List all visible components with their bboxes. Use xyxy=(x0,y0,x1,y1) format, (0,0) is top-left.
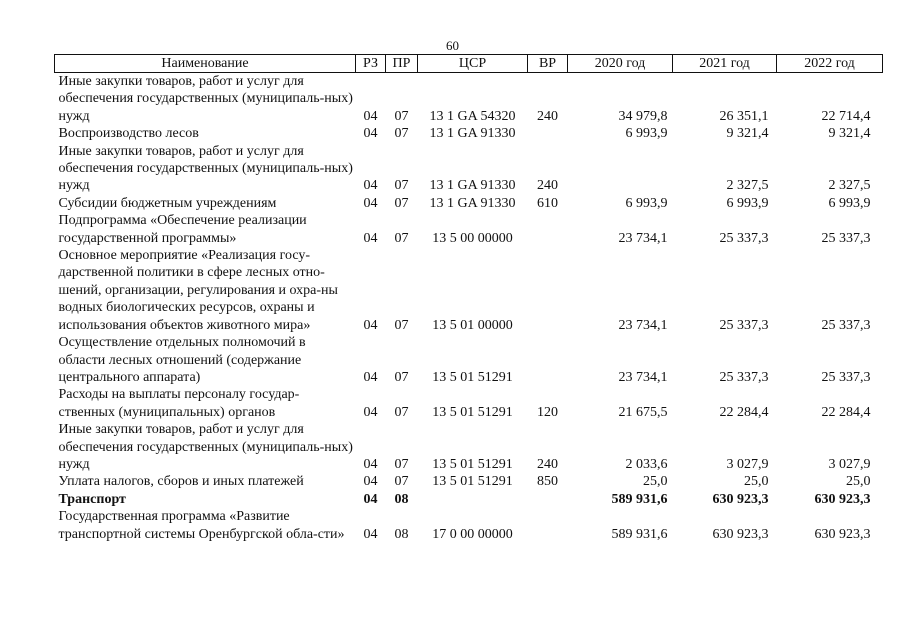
row-2021: 3 027,9 xyxy=(726,456,769,472)
row-name: Подпрограмма «Обеспечение реализации государственной программы» xyxy=(58,213,307,246)
row-name: Воспроизводство лесов xyxy=(58,126,199,142)
row-pr: 07 xyxy=(394,126,409,142)
row-vr xyxy=(528,491,568,508)
row-csr: 13 5 01 51291 xyxy=(432,474,513,490)
row-name: Иные закупки товаров, работ и услуг для обеспечения государственных (муниципаль-ных) нужд xyxy=(58,422,353,472)
row-name: Основное мероприятие «Реализация госу-дарственной политики в сфере лесных отно-шений, организации, регулирования и охра-ны водных биологических ресурсов, охраны и использования объектов животного мира» xyxy=(58,248,338,333)
row-csr: 13 5 01 51291 xyxy=(432,404,513,420)
row-2022: 22 284,4 xyxy=(821,404,871,420)
table-row xyxy=(55,125,883,142)
row-pr: 08 xyxy=(394,491,409,507)
row-2021: 26 351,1 xyxy=(719,108,769,124)
row-vr: 240 xyxy=(537,108,558,124)
row-2022: 6 993,9 xyxy=(828,195,871,211)
header-vr: ВР xyxy=(528,55,568,73)
row-pr: 07 xyxy=(394,369,409,385)
row-rz: 04 xyxy=(363,404,378,420)
row-2022: 2 327,5 xyxy=(828,178,871,194)
row-2020: 25,0 xyxy=(643,474,668,490)
row-csr: 13 5 00 00000 xyxy=(432,230,513,246)
row-2021: 25 337,3 xyxy=(719,230,769,246)
row-csr xyxy=(418,491,528,508)
row-2021: 630 923,3 xyxy=(712,491,769,507)
row-2020: 6 993,9 xyxy=(625,195,668,211)
row-pr: 07 xyxy=(394,108,409,124)
row-2021: 25 337,3 xyxy=(719,369,769,385)
row-rz: 04 xyxy=(363,456,378,472)
page-number: 60 xyxy=(446,38,459,53)
row-csr: 13 1 GA 91330 xyxy=(429,178,516,194)
row-name: Государственная программа «Развитие транспортной системы Оренбургской обла-сти» xyxy=(58,509,345,542)
row-pr: 07 xyxy=(394,317,409,333)
row-2022: 25,0 xyxy=(846,474,871,490)
row-2021: 6 993,9 xyxy=(726,195,769,211)
row-vr xyxy=(528,125,568,142)
row-csr: 13 5 01 51291 xyxy=(432,456,513,472)
row-vr xyxy=(528,247,568,334)
row-csr: 13 1 GA 54320 xyxy=(429,108,516,124)
row-rz: 04 xyxy=(363,317,378,333)
header-2020: 2020 год xyxy=(568,55,673,73)
row-csr: 13 1 GA 91330 xyxy=(429,195,516,211)
row-vr: 610 xyxy=(537,195,558,211)
row-vr xyxy=(528,212,568,247)
row-name: Иные закупки товаров, работ и услуг для обеспечения государственных (муниципаль-ных) нужд xyxy=(58,74,353,124)
row-pr: 08 xyxy=(394,526,409,542)
row-csr: 13 5 01 51291 xyxy=(432,369,513,385)
row-2022: 25 337,3 xyxy=(821,369,871,385)
table-header xyxy=(55,55,883,73)
row-rz: 04 xyxy=(363,491,378,507)
header-2022: 2022 год xyxy=(777,55,883,73)
row-pr: 07 xyxy=(394,178,409,194)
row-name: Уплата налогов, сборов и иных платежей xyxy=(58,474,304,490)
table-row xyxy=(55,212,883,247)
row-name: Расходы на выплаты персоналу государ-ственных (муниципальных) органов xyxy=(58,387,300,420)
row-2022: 630 923,3 xyxy=(814,491,871,507)
header-name: Наименование xyxy=(55,55,356,73)
table-row xyxy=(55,247,883,334)
table-row xyxy=(55,508,883,543)
row-vr: 850 xyxy=(537,474,558,490)
row-vr xyxy=(528,508,568,543)
row-2021: 9 321,4 xyxy=(726,126,769,142)
row-name: Осуществление отдельных полномочий в области лесных отношений (содержание центрального аппарата) xyxy=(58,335,306,385)
row-rz: 04 xyxy=(363,108,378,124)
row-2020: 23 734,1 xyxy=(618,317,668,333)
header-pr: ПР xyxy=(386,55,418,73)
row-rz: 04 xyxy=(363,230,378,246)
row-pr: 07 xyxy=(394,230,409,246)
row-rz: 04 xyxy=(363,474,378,490)
table-row xyxy=(55,195,883,212)
row-csr: 13 1 GA 91330 xyxy=(429,126,516,142)
row-2020: 21 675,5 xyxy=(618,404,668,420)
row-2020: 34 979,8 xyxy=(618,108,668,124)
row-2020 xyxy=(568,143,673,195)
row-vr xyxy=(528,334,568,386)
table-row xyxy=(55,73,883,126)
row-pr: 07 xyxy=(394,195,409,211)
row-2021: 2 327,5 xyxy=(726,178,769,194)
row-2021: 22 284,4 xyxy=(719,404,769,420)
table-row xyxy=(55,386,883,421)
header-rz: РЗ xyxy=(356,55,386,73)
table-row xyxy=(55,491,883,508)
table-row xyxy=(55,473,883,490)
row-2022: 630 923,3 xyxy=(814,526,871,542)
table-row xyxy=(55,143,883,195)
row-2021: 25 337,3 xyxy=(719,317,769,333)
header-csr: ЦСР xyxy=(418,55,528,73)
row-csr: 13 5 01 00000 xyxy=(432,317,513,333)
row-csr: 17 0 00 00000 xyxy=(432,526,513,542)
table-row xyxy=(55,421,883,473)
row-vr: 240 xyxy=(537,178,558,194)
row-pr: 07 xyxy=(394,404,409,420)
budget-table xyxy=(54,54,883,543)
row-name: Субсидии бюджетным учреждениям xyxy=(58,195,277,211)
row-2021: 25,0 xyxy=(744,474,769,490)
row-rz: 04 xyxy=(363,195,378,211)
row-2022: 25 337,3 xyxy=(821,317,871,333)
row-2020: 589 931,6 xyxy=(611,491,668,507)
row-pr: 07 xyxy=(394,474,409,490)
table-body xyxy=(55,73,883,543)
row-vr: 120 xyxy=(537,404,558,420)
row-name: Транспорт xyxy=(58,491,126,507)
row-2020: 23 734,1 xyxy=(618,230,668,246)
row-2022: 22 714,4 xyxy=(821,108,871,124)
table-row xyxy=(55,334,883,386)
row-rz: 04 xyxy=(363,526,378,542)
row-pr: 07 xyxy=(394,456,409,472)
row-2020: 6 993,9 xyxy=(625,126,668,142)
row-rz: 04 xyxy=(363,178,378,194)
row-2020: 589 931,6 xyxy=(611,526,668,542)
row-vr: 240 xyxy=(537,456,558,472)
row-2020: 23 734,1 xyxy=(618,369,668,385)
row-2021: 630 923,3 xyxy=(712,526,769,542)
row-2022: 9 321,4 xyxy=(828,126,871,142)
header-2021: 2021 год xyxy=(673,55,777,73)
row-2022: 25 337,3 xyxy=(821,230,871,246)
row-2020: 2 033,6 xyxy=(625,456,668,472)
row-name: Иные закупки товаров, работ и услуг для обеспечения государственных (муниципаль-ных) нужд xyxy=(58,143,353,194)
row-2022: 3 027,9 xyxy=(828,456,871,472)
row-rz: 04 xyxy=(363,126,378,142)
row-rz: 04 xyxy=(363,369,378,385)
